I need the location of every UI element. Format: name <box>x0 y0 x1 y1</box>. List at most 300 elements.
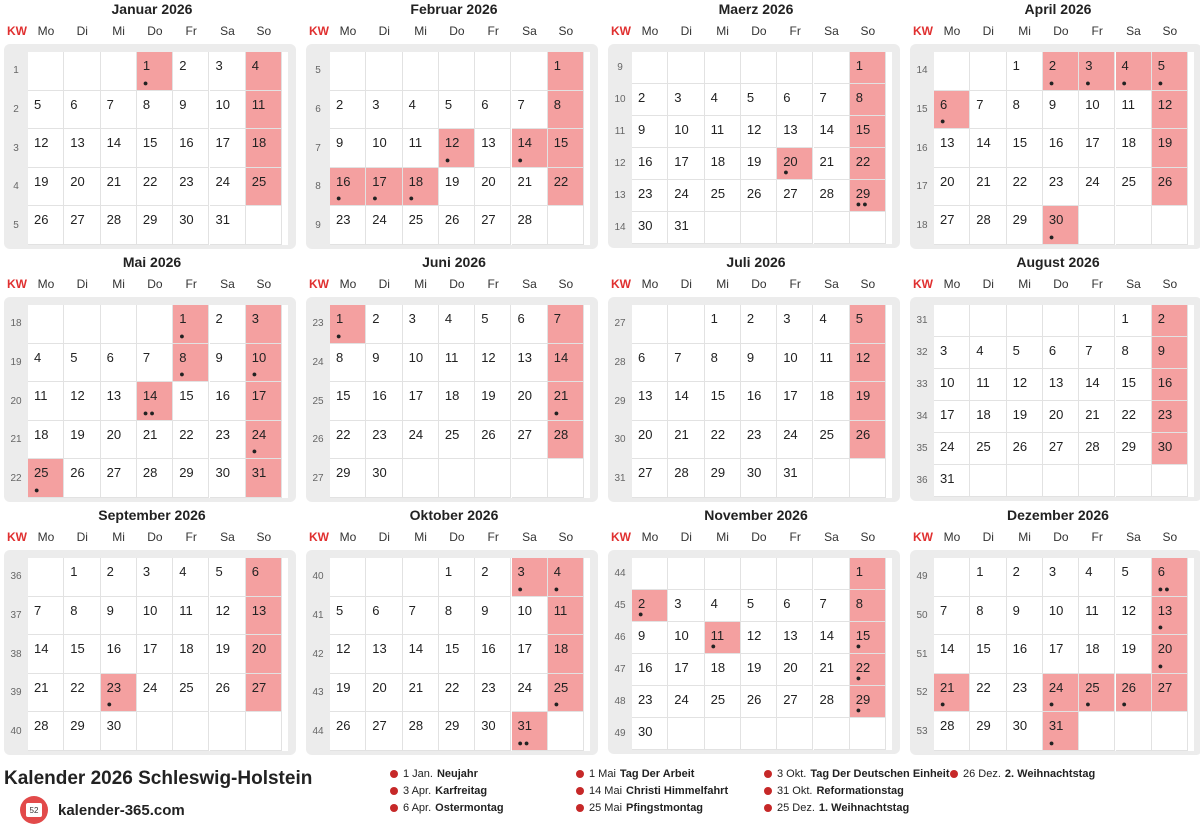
day-cell[interactable] <box>970 674 1006 713</box>
day-cell[interactable] <box>632 459 668 498</box>
day-cell[interactable] <box>403 597 439 636</box>
day-cell[interactable] <box>512 129 548 168</box>
day-cell[interactable] <box>475 712 511 751</box>
day-cell[interactable] <box>64 597 100 636</box>
day-cell[interactable] <box>64 91 100 130</box>
day-cell[interactable] <box>1043 433 1079 465</box>
day-cell[interactable] <box>934 401 970 433</box>
day-cell[interactable] <box>137 459 173 498</box>
day-cell[interactable] <box>705 382 741 421</box>
day-cell[interactable] <box>668 686 704 718</box>
day-cell[interactable] <box>741 686 777 718</box>
day-cell[interactable] <box>101 459 137 498</box>
day-cell[interactable] <box>1116 401 1152 433</box>
day-cell[interactable] <box>1079 597 1115 636</box>
day-cell[interactable] <box>741 654 777 686</box>
day-cell[interactable] <box>101 597 137 636</box>
day-cell[interactable] <box>705 148 741 180</box>
day-cell[interactable] <box>101 206 137 245</box>
day-cell[interactable] <box>548 635 584 674</box>
day-cell[interactable] <box>101 635 137 674</box>
day-cell[interactable] <box>705 622 741 654</box>
day-cell[interactable] <box>330 91 366 130</box>
day-cell[interactable] <box>28 421 64 460</box>
day-cell[interactable] <box>1079 91 1115 130</box>
day-cell[interactable] <box>1043 206 1079 245</box>
day-cell[interactable] <box>632 180 668 212</box>
day-cell[interactable] <box>366 382 402 421</box>
day-cell[interactable] <box>330 712 366 751</box>
day-cell[interactable] <box>101 129 137 168</box>
day-cell[interactable] <box>814 622 850 654</box>
day-cell[interactable] <box>850 180 886 212</box>
day-cell[interactable] <box>632 84 668 116</box>
day-cell[interactable] <box>137 344 173 383</box>
day-cell[interactable] <box>439 382 475 421</box>
day-cell[interactable] <box>1116 52 1152 91</box>
day-cell[interactable] <box>970 168 1006 207</box>
day-cell[interactable] <box>173 674 209 713</box>
day-cell[interactable] <box>101 558 137 597</box>
day-cell[interactable] <box>1007 558 1043 597</box>
day-cell[interactable] <box>366 421 402 460</box>
day-cell[interactable] <box>173 305 209 344</box>
day-cell[interactable] <box>1116 433 1152 465</box>
day-cell[interactable] <box>777 305 813 344</box>
day-cell[interactable] <box>210 421 246 460</box>
day-cell[interactable] <box>970 635 1006 674</box>
day-cell[interactable] <box>101 382 137 421</box>
day-cell[interactable] <box>246 305 282 344</box>
day-cell[interactable] <box>970 433 1006 465</box>
day-cell[interactable] <box>777 344 813 383</box>
day-cell[interactable] <box>366 635 402 674</box>
day-cell[interactable] <box>475 382 511 421</box>
day-cell[interactable] <box>137 597 173 636</box>
day-cell[interactable] <box>246 129 282 168</box>
day-cell[interactable] <box>1152 52 1188 91</box>
day-cell[interactable] <box>632 212 668 244</box>
day-cell[interactable] <box>173 459 209 498</box>
day-cell[interactable] <box>814 84 850 116</box>
day-cell[interactable] <box>632 622 668 654</box>
day-cell[interactable] <box>403 421 439 460</box>
day-cell[interactable] <box>850 590 886 622</box>
day-cell[interactable] <box>1152 597 1188 636</box>
day-cell[interactable] <box>475 635 511 674</box>
day-cell[interactable] <box>705 344 741 383</box>
day-cell[interactable] <box>1152 401 1188 433</box>
day-cell[interactable] <box>366 597 402 636</box>
day-cell[interactable] <box>1007 597 1043 636</box>
day-cell[interactable] <box>64 459 100 498</box>
day-cell[interactable] <box>330 635 366 674</box>
day-cell[interactable] <box>1007 91 1043 130</box>
day-cell[interactable] <box>137 91 173 130</box>
day-cell[interactable] <box>64 129 100 168</box>
day-cell[interactable] <box>548 597 584 636</box>
day-cell[interactable] <box>1043 635 1079 674</box>
day-cell[interactable] <box>1152 433 1188 465</box>
day-cell[interactable] <box>705 459 741 498</box>
day-cell[interactable] <box>1043 168 1079 207</box>
day-cell[interactable] <box>1007 674 1043 713</box>
day-cell[interactable] <box>632 718 668 750</box>
day-cell[interactable] <box>970 206 1006 245</box>
day-cell[interactable] <box>403 206 439 245</box>
day-cell[interactable] <box>512 206 548 245</box>
day-cell[interactable] <box>970 337 1006 369</box>
day-cell[interactable] <box>1043 401 1079 433</box>
day-cell[interactable] <box>777 84 813 116</box>
day-cell[interactable] <box>777 180 813 212</box>
day-cell[interactable] <box>705 180 741 212</box>
day-cell[interactable] <box>173 382 209 421</box>
day-cell[interactable] <box>548 91 584 130</box>
day-cell[interactable] <box>850 382 886 421</box>
day-cell[interactable] <box>632 686 668 718</box>
day-cell[interactable] <box>1116 369 1152 401</box>
day-cell[interactable] <box>814 148 850 180</box>
day-cell[interactable] <box>777 622 813 654</box>
day-cell[interactable] <box>970 129 1006 168</box>
day-cell[interactable] <box>741 590 777 622</box>
day-cell[interactable] <box>850 84 886 116</box>
day-cell[interactable] <box>548 52 584 91</box>
day-cell[interactable] <box>1079 129 1115 168</box>
day-cell[interactable] <box>210 168 246 207</box>
day-cell[interactable] <box>814 180 850 212</box>
day-cell[interactable] <box>64 382 100 421</box>
day-cell[interactable] <box>403 382 439 421</box>
day-cell[interactable] <box>475 168 511 207</box>
day-cell[interactable] <box>970 401 1006 433</box>
day-cell[interactable] <box>210 459 246 498</box>
day-cell[interactable] <box>246 597 282 636</box>
day-cell[interactable] <box>548 558 584 597</box>
day-cell[interactable] <box>777 654 813 686</box>
day-cell[interactable] <box>850 116 886 148</box>
day-cell[interactable] <box>403 635 439 674</box>
day-cell[interactable] <box>548 674 584 713</box>
day-cell[interactable] <box>850 654 886 686</box>
day-cell[interactable] <box>850 305 886 344</box>
day-cell[interactable] <box>403 305 439 344</box>
day-cell[interactable] <box>1043 712 1079 751</box>
day-cell[interactable] <box>512 635 548 674</box>
day-cell[interactable] <box>934 168 970 207</box>
day-cell[interactable] <box>475 305 511 344</box>
day-cell[interactable] <box>705 654 741 686</box>
day-cell[interactable] <box>1152 369 1188 401</box>
day-cell[interactable] <box>246 421 282 460</box>
day-cell[interactable] <box>668 148 704 180</box>
day-cell[interactable] <box>28 344 64 383</box>
day-cell[interactable] <box>934 597 970 636</box>
day-cell[interactable] <box>330 597 366 636</box>
day-cell[interactable] <box>403 712 439 751</box>
day-cell[interactable] <box>475 558 511 597</box>
day-cell[interactable] <box>850 421 886 460</box>
day-cell[interactable] <box>668 212 704 244</box>
day-cell[interactable] <box>741 116 777 148</box>
day-cell[interactable] <box>512 558 548 597</box>
day-cell[interactable] <box>934 635 970 674</box>
day-cell[interactable] <box>741 622 777 654</box>
day-cell[interactable] <box>668 459 704 498</box>
day-cell[interactable] <box>366 168 402 207</box>
day-cell[interactable] <box>439 635 475 674</box>
day-cell[interactable] <box>173 421 209 460</box>
day-cell[interactable] <box>705 686 741 718</box>
day-cell[interactable] <box>366 344 402 383</box>
day-cell[interactable] <box>28 597 64 636</box>
day-cell[interactable] <box>777 421 813 460</box>
day-cell[interactable] <box>934 465 970 497</box>
day-cell[interactable] <box>137 635 173 674</box>
day-cell[interactable] <box>1007 401 1043 433</box>
day-cell[interactable] <box>366 91 402 130</box>
day-cell[interactable] <box>330 382 366 421</box>
day-cell[interactable] <box>210 558 246 597</box>
day-cell[interactable] <box>1043 369 1079 401</box>
day-cell[interactable] <box>366 129 402 168</box>
day-cell[interactable] <box>548 382 584 421</box>
day-cell[interactable] <box>814 421 850 460</box>
day-cell[interactable] <box>1007 337 1043 369</box>
day-cell[interactable] <box>1079 674 1115 713</box>
day-cell[interactable] <box>64 558 100 597</box>
day-cell[interactable] <box>850 622 886 654</box>
day-cell[interactable] <box>1116 674 1152 713</box>
day-cell[interactable] <box>28 459 64 498</box>
day-cell[interactable] <box>548 129 584 168</box>
day-cell[interactable] <box>1152 635 1188 674</box>
day-cell[interactable] <box>934 206 970 245</box>
day-cell[interactable] <box>439 129 475 168</box>
day-cell[interactable] <box>548 305 584 344</box>
day-cell[interactable] <box>210 344 246 383</box>
day-cell[interactable] <box>330 459 366 498</box>
day-cell[interactable] <box>705 116 741 148</box>
day-cell[interactable] <box>934 712 970 751</box>
day-cell[interactable] <box>475 129 511 168</box>
day-cell[interactable] <box>439 597 475 636</box>
day-cell[interactable] <box>741 421 777 460</box>
day-cell[interactable] <box>475 597 511 636</box>
day-cell[interactable] <box>403 344 439 383</box>
day-cell[interactable] <box>512 91 548 130</box>
day-cell[interactable] <box>366 712 402 751</box>
day-cell[interactable] <box>777 459 813 498</box>
day-cell[interactable] <box>777 148 813 180</box>
day-cell[interactable] <box>1007 433 1043 465</box>
day-cell[interactable] <box>741 382 777 421</box>
day-cell[interactable] <box>934 337 970 369</box>
day-cell[interactable] <box>512 597 548 636</box>
day-cell[interactable] <box>548 168 584 207</box>
day-cell[interactable] <box>28 206 64 245</box>
day-cell[interactable] <box>741 180 777 212</box>
day-cell[interactable] <box>668 654 704 686</box>
day-cell[interactable] <box>777 116 813 148</box>
day-cell[interactable] <box>668 421 704 460</box>
day-cell[interactable] <box>632 344 668 383</box>
day-cell[interactable] <box>1007 129 1043 168</box>
day-cell[interactable] <box>137 129 173 168</box>
day-cell[interactable] <box>101 712 137 751</box>
day-cell[interactable] <box>814 305 850 344</box>
day-cell[interactable] <box>330 168 366 207</box>
day-cell[interactable] <box>403 674 439 713</box>
day-cell[interactable] <box>439 712 475 751</box>
day-cell[interactable] <box>475 421 511 460</box>
day-cell[interactable] <box>1116 597 1152 636</box>
day-cell[interactable] <box>403 168 439 207</box>
day-cell[interactable] <box>210 674 246 713</box>
day-cell[interactable] <box>1116 635 1152 674</box>
day-cell[interactable] <box>668 382 704 421</box>
day-cell[interactable] <box>64 421 100 460</box>
day-cell[interactable] <box>632 590 668 622</box>
day-cell[interactable] <box>1079 433 1115 465</box>
day-cell[interactable] <box>330 344 366 383</box>
day-cell[interactable] <box>246 344 282 383</box>
day-cell[interactable] <box>1152 129 1188 168</box>
day-cell[interactable] <box>366 206 402 245</box>
day-cell[interactable] <box>439 558 475 597</box>
day-cell[interactable] <box>1079 168 1115 207</box>
day-cell[interactable] <box>246 635 282 674</box>
day-cell[interactable] <box>1007 206 1043 245</box>
day-cell[interactable] <box>1116 168 1152 207</box>
day-cell[interactable] <box>64 674 100 713</box>
day-cell[interactable] <box>741 84 777 116</box>
day-cell[interactable] <box>741 459 777 498</box>
day-cell[interactable] <box>28 168 64 207</box>
day-cell[interactable] <box>705 84 741 116</box>
day-cell[interactable] <box>512 305 548 344</box>
day-cell[interactable] <box>970 712 1006 751</box>
day-cell[interactable] <box>934 369 970 401</box>
day-cell[interactable] <box>1152 305 1188 337</box>
day-cell[interactable] <box>1116 558 1152 597</box>
day-cell[interactable] <box>330 206 366 245</box>
day-cell[interactable] <box>632 116 668 148</box>
day-cell[interactable] <box>1043 52 1079 91</box>
day-cell[interactable] <box>512 674 548 713</box>
day-cell[interactable] <box>1043 674 1079 713</box>
day-cell[interactable] <box>246 382 282 421</box>
day-cell[interactable] <box>173 558 209 597</box>
site-name[interactable]: kalender-365.com <box>58 802 185 819</box>
day-cell[interactable] <box>1079 52 1115 91</box>
day-cell[interactable] <box>814 686 850 718</box>
day-cell[interactable] <box>1079 337 1115 369</box>
day-cell[interactable] <box>632 421 668 460</box>
day-cell[interactable] <box>210 52 246 91</box>
day-cell[interactable] <box>632 382 668 421</box>
day-cell[interactable] <box>173 344 209 383</box>
day-cell[interactable] <box>1079 401 1115 433</box>
day-cell[interactable] <box>101 421 137 460</box>
day-cell[interactable] <box>101 674 137 713</box>
day-cell[interactable] <box>210 635 246 674</box>
day-cell[interactable] <box>548 344 584 383</box>
day-cell[interactable] <box>64 168 100 207</box>
day-cell[interactable] <box>1116 129 1152 168</box>
day-cell[interactable] <box>1007 168 1043 207</box>
day-cell[interactable] <box>210 91 246 130</box>
day-cell[interactable] <box>64 344 100 383</box>
day-cell[interactable] <box>28 635 64 674</box>
day-cell[interactable] <box>475 344 511 383</box>
day-cell[interactable] <box>741 148 777 180</box>
day-cell[interactable] <box>1007 712 1043 751</box>
day-cell[interactable] <box>668 180 704 212</box>
day-cell[interactable] <box>632 148 668 180</box>
day-cell[interactable] <box>1043 558 1079 597</box>
day-cell[interactable] <box>1043 91 1079 130</box>
day-cell[interactable] <box>246 674 282 713</box>
day-cell[interactable] <box>1007 52 1043 91</box>
day-cell[interactable] <box>1152 558 1188 597</box>
day-cell[interactable] <box>439 674 475 713</box>
day-cell[interactable] <box>1043 337 1079 369</box>
day-cell[interactable] <box>330 129 366 168</box>
day-cell[interactable] <box>705 590 741 622</box>
day-cell[interactable] <box>1007 635 1043 674</box>
day-cell[interactable] <box>934 674 970 713</box>
day-cell[interactable] <box>246 558 282 597</box>
day-cell[interactable] <box>1043 597 1079 636</box>
day-cell[interactable] <box>475 674 511 713</box>
day-cell[interactable] <box>173 91 209 130</box>
day-cell[interactable] <box>934 433 970 465</box>
day-cell[interactable] <box>668 344 704 383</box>
day-cell[interactable] <box>512 344 548 383</box>
day-cell[interactable] <box>330 674 366 713</box>
day-cell[interactable] <box>173 597 209 636</box>
day-cell[interactable] <box>137 558 173 597</box>
day-cell[interactable] <box>741 344 777 383</box>
day-cell[interactable] <box>439 91 475 130</box>
day-cell[interactable] <box>1079 635 1115 674</box>
day-cell[interactable] <box>101 344 137 383</box>
day-cell[interactable] <box>101 168 137 207</box>
day-cell[interactable] <box>1152 91 1188 130</box>
day-cell[interactable] <box>814 590 850 622</box>
day-cell[interactable] <box>246 91 282 130</box>
day-cell[interactable] <box>439 206 475 245</box>
day-cell[interactable] <box>741 305 777 344</box>
day-cell[interactable] <box>246 52 282 91</box>
day-cell[interactable] <box>1043 129 1079 168</box>
day-cell[interactable] <box>934 91 970 130</box>
day-cell[interactable] <box>173 206 209 245</box>
day-cell[interactable] <box>970 558 1006 597</box>
day-cell[interactable] <box>330 421 366 460</box>
day-cell[interactable] <box>1152 168 1188 207</box>
day-cell[interactable] <box>439 305 475 344</box>
day-cell[interactable] <box>668 622 704 654</box>
day-cell[interactable] <box>705 305 741 344</box>
day-cell[interactable] <box>137 52 173 91</box>
day-cell[interactable] <box>173 635 209 674</box>
day-cell[interactable] <box>705 421 741 460</box>
day-cell[interactable] <box>173 52 209 91</box>
day-cell[interactable] <box>403 129 439 168</box>
